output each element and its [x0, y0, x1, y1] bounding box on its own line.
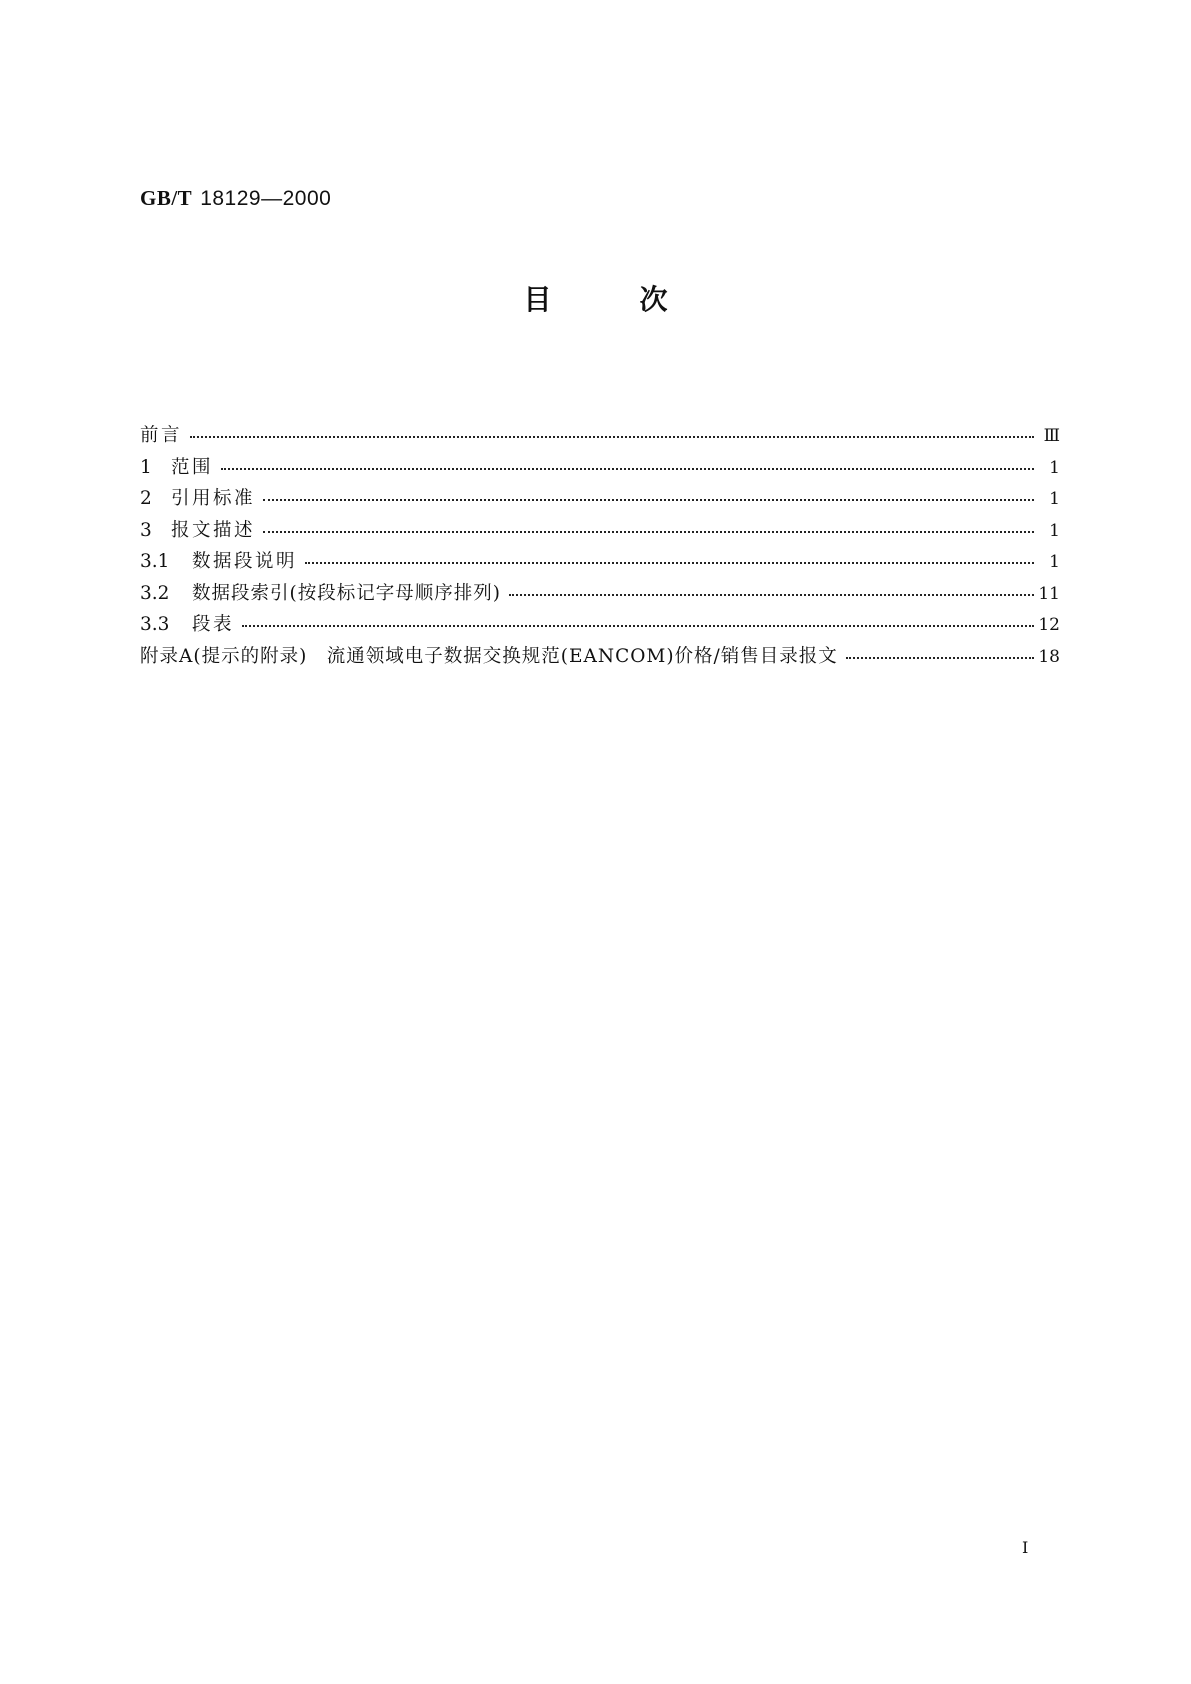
standard-code-number: 18129—2000 — [200, 187, 332, 210]
toc-entry-preface[interactable] — [140, 420, 1060, 452]
toc-entry-page: 12 — [1038, 615, 1060, 635]
toc-entry-number: 3 — [140, 519, 152, 541]
toc-entry-label: 段表 — [192, 614, 235, 635]
toc-dot-leader — [263, 484, 1034, 504]
toc-entry-message-description[interactable] — [140, 515, 1060, 547]
toc-entry-label: 引用标准 — [171, 488, 256, 509]
toc-entry-page: 1 — [1049, 520, 1060, 541]
toc-entry-label: 报文描述 — [171, 519, 256, 541]
table-of-contents — [140, 420, 1060, 672]
toc-entry-page: 18 — [1038, 646, 1060, 667]
standard-code-prefix: GB/T — [140, 186, 193, 210]
toc-entry-annex-a[interactable] — [140, 641, 1060, 673]
toc-entry-label: 范围 — [171, 456, 214, 478]
toc-dot-leader — [846, 642, 1034, 662]
toc-entry-page: Ⅲ — [1043, 426, 1060, 446]
toc-entry-number: 3.2 — [140, 582, 170, 604]
toc-entry-page: 1 — [1049, 457, 1060, 478]
toc-dot-leader — [263, 516, 1034, 536]
toc-dot-leader — [242, 610, 1034, 630]
toc-entry-page: 1 — [1049, 552, 1060, 572]
toc-dot-leader — [305, 547, 1034, 567]
toc-entry-segment-description[interactable] — [140, 546, 1060, 578]
toc-entry-normative-references[interactable] — [140, 483, 1060, 515]
toc-entry-number: 1 — [140, 456, 152, 478]
toc-entry-label: 数据段说明 — [192, 551, 298, 572]
toc-entry-number: 3.1 — [140, 551, 170, 572]
toc-entry-page: 11 — [1038, 583, 1060, 604]
toc-entry-label: 数据段索引(按段标记字母顺序排列) — [192, 582, 501, 604]
toc-entry-label: 附录A(提示的附录) 流通领域电子数据交换规范(EANCOM)价格/销售目录报文 — [140, 645, 838, 667]
toc-entry-page: 1 — [1049, 489, 1060, 509]
page-title: 目次 — [523, 283, 756, 316]
standard-code — [140, 186, 331, 211]
toc-entry-segment-table[interactable] — [140, 609, 1060, 641]
toc-entry-scope[interactable] — [140, 452, 1060, 484]
toc-dot-leader — [509, 579, 1034, 599]
toc-dot-leader — [221, 453, 1034, 473]
toc-dot-leader — [190, 421, 1034, 441]
toc-entry-segment-index[interactable] — [140, 578, 1060, 610]
toc-entry-label: 前言 — [140, 425, 183, 446]
toc-entry-number: 2 — [140, 488, 152, 509]
toc-entry-number: 3.3 — [140, 614, 170, 635]
page-number: I — [1022, 1538, 1029, 1557]
